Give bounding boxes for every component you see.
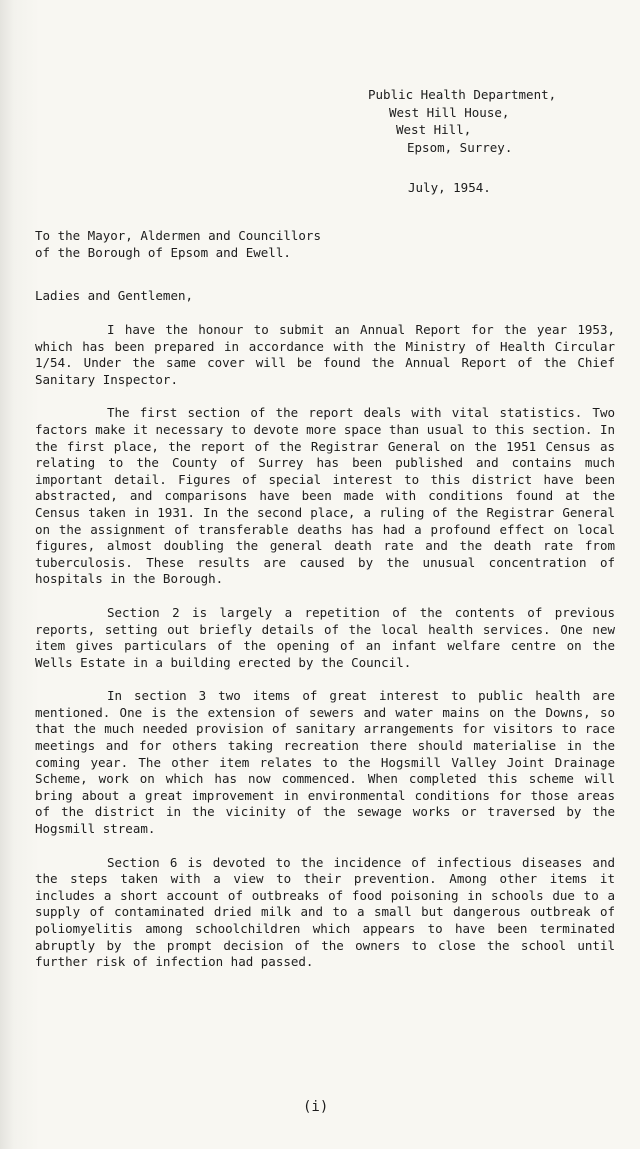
paragraph-4: In section 3 two items of great interest to public health are mentioned. One is the extension of sewers and water mains on the Downs, so that the much needed provision of sanitary arrangements for visitors to race meetings and for others taking recreation there should materialise in the coming year. The other item relates to the Hogsmill Valley Joint Drainage Scheme, work on which has now commenced. When completed this scheme will bring about a great improvement in environmental conditions for those areas of the district in the vicinity of the sewage works or traversed by the Hogsmill stream. xyxy=(35,688,615,837)
letter-date: July, 1954. xyxy=(408,180,491,195)
paragraph-1: I have the honour to submit an Annual Report for the year 1953, which has been prepared in accordance with the Ministry of Health Circular 1/54. Under the same cover will be found the Annual Report of the Chief Sanitary Inspector. xyxy=(35,322,615,387)
salutation: Ladies and Gentlemen, xyxy=(35,288,194,303)
recipient-line-1: To the Mayor, Aldermen and Councillors xyxy=(35,228,321,243)
page-number: (i) xyxy=(303,1099,329,1115)
sender-address xyxy=(368,86,556,156)
address-line-1: Public Health Department, xyxy=(368,87,557,102)
letter-body xyxy=(35,322,615,988)
address-line-4: Epsom, Surrey. xyxy=(407,139,513,155)
address-line-2: West Hill House, xyxy=(389,104,510,120)
recipient-line-2: of the Borough of Epsom and Ewell. xyxy=(35,245,291,260)
paragraph-5: Section 6 is devoted to the incidence of infectious diseases and the steps taken with a view to their prevention. Among other items it includes a short account of outbreaks of food poisoning in schools due to a supply of contaminated dried milk and to a small but dangerous outbreak of poliomyelitis among schoolchildren which appears to have been terminated abruptly by the prompt decision of the owners to close the school until further risk of infection had passed. xyxy=(35,854,615,970)
address-line-3: West Hill, xyxy=(396,122,472,137)
paragraph-2: The first section of the report deals with vital statistics. Two factors make it necessary to devote more space than usual to this section. In the first place, the report of the Registrar General on the 1951 Census as relating to the County of Surrey has been published and contains much important detail. Figures of special interest to this district have been abstracted, and comparisons have been made with conditions found at the Census taken in 1931. In the second place, a ruling of the Registrar General on the assignment of transferable deaths has had a profound effect on local figures, almost doubling the general death rate and the death rate from tuberculosis. These results are caused by the unusual concentration of hospitals in the Borough. xyxy=(35,405,615,587)
recipient-block xyxy=(35,227,321,261)
paragraph-3: Section 2 is largely a repetition of the contents of previous reports, setting out briefly details of the local health services. One new item gives particulars of the opening of an infant welfare centre on the Wells Estate in a building erected by the Council. xyxy=(35,604,615,670)
